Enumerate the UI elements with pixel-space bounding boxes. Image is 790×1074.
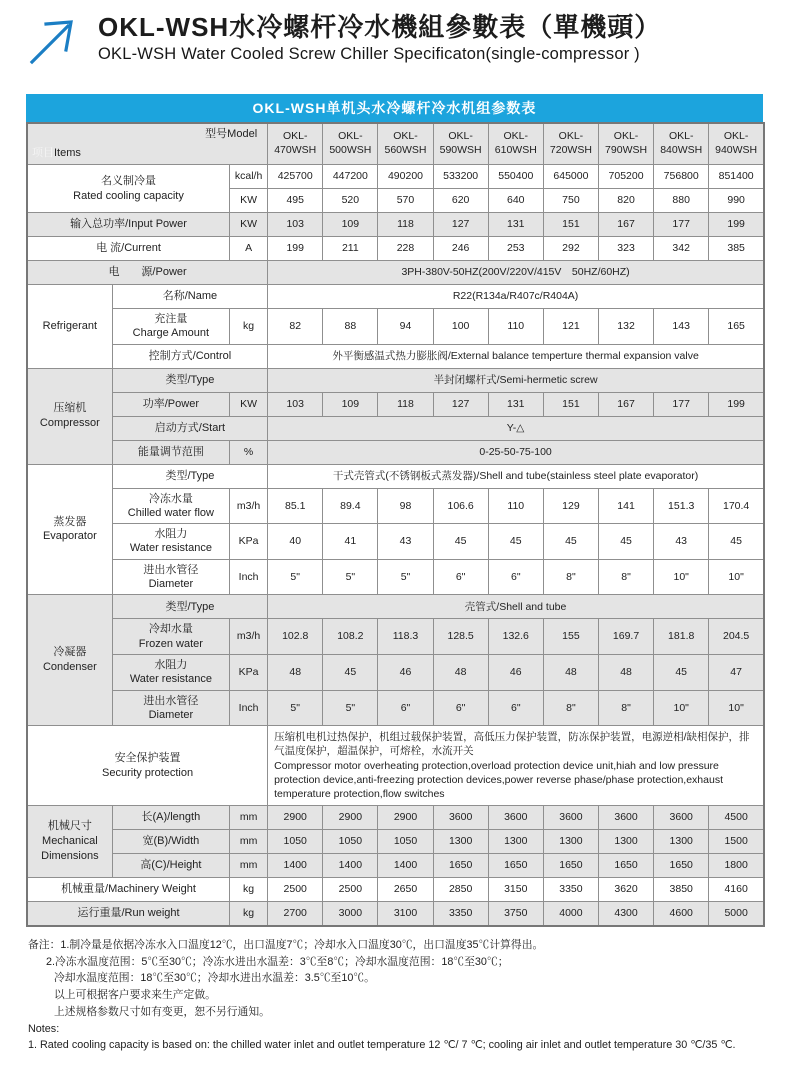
row-label: 输入总功率/Input Power (27, 213, 230, 237)
value-cell: 45 (654, 654, 709, 690)
row-label: 启动方式/Start (112, 416, 267, 440)
notes-section (28, 937, 790, 1054)
spec-table (26, 122, 765, 927)
value-cell: 211 (323, 237, 378, 261)
value-cell: 3150 (488, 878, 543, 902)
merged-value-cell: 0-25-50-75-100 (268, 440, 764, 464)
value-cell: 851400 (709, 165, 764, 189)
corner-header-cell (27, 123, 268, 165)
value-cell: 3600 (543, 806, 598, 830)
value-cell: 385 (709, 237, 764, 261)
unit-cell: KW (230, 392, 268, 416)
row-label: 类型/Type (112, 464, 267, 488)
value-cell: 98 (378, 488, 433, 524)
value-cell: 2650 (378, 878, 433, 902)
table-row (27, 464, 764, 488)
model-header-cell: OKL- 560WSH (378, 123, 433, 165)
table-row (27, 559, 764, 595)
value-cell: 750 (543, 189, 598, 213)
value-cell: 128.5 (433, 619, 488, 655)
row-label: 能量调节范围 (112, 440, 229, 464)
note-line: 上述规格参数尺寸如有变更，恕不另行通知。 (54, 1005, 270, 1018)
value-cell: 3000 (323, 902, 378, 927)
table-row (27, 368, 764, 392)
merged-value-cell: 3PH-380V-50HZ(200V/220V/415V 50HZ/60HZ) (268, 261, 764, 285)
row-label: 进出水管径 Diameter (112, 559, 229, 595)
value-cell: 495 (268, 189, 323, 213)
value-cell: 118 (378, 392, 433, 416)
value-cell: 1400 (378, 854, 433, 878)
value-cell: 41 (323, 524, 378, 560)
value-cell: 570 (378, 189, 433, 213)
value-cell: 127 (433, 392, 488, 416)
value-cell: 151.3 (654, 488, 709, 524)
value-cell: 10" (654, 690, 709, 726)
value-cell: 2900 (378, 806, 433, 830)
row-label: 安全保护装置 Security protection (27, 726, 268, 806)
value-cell: 2850 (433, 878, 488, 902)
value-cell: 1800 (709, 854, 764, 878)
value-cell: 43 (378, 524, 433, 560)
table-row (27, 309, 764, 345)
value-cell: 151 (543, 392, 598, 416)
value-cell: 177 (654, 213, 709, 237)
value-cell: 121 (543, 309, 598, 345)
row-label: 水阻力 Water resistance (112, 524, 229, 560)
value-cell: 110 (488, 309, 543, 345)
page-title-zh: OKL-WSH水冷螺杆冷水機組參數表（單機頭） (98, 12, 662, 42)
row-label: 冷却水量 Frozen water (112, 619, 229, 655)
value-cell: 102.8 (268, 619, 323, 655)
value-cell: 620 (433, 189, 488, 213)
value-cell: 82 (268, 309, 323, 345)
value-cell: 1300 (433, 830, 488, 854)
unit-cell: mm (230, 806, 268, 830)
value-cell: 46 (488, 654, 543, 690)
value-cell: 127 (433, 213, 488, 237)
value-cell: 3750 (488, 902, 543, 927)
value-cell: 645000 (543, 165, 598, 189)
value-cell: 1300 (654, 830, 709, 854)
row-label: 长(A)/length (112, 806, 229, 830)
value-cell: 880 (654, 189, 709, 213)
value-cell: 3600 (598, 806, 653, 830)
merged-value-cell: 压缩机电机过热保护，机组过载保护装置，高低压力保护装置，防冻保护装置，电源逆相/缺相保护，排气温度保护，超温保护，可熔栓，水流开关 Compressor motor overheating protection,overload protection device unit,hiah and low pressure protection device,anti-freezing protection devices,power reverse phase/phase protection,exhaust temperature protection,flow switches (268, 726, 764, 806)
merged-value-cell: Y-△ (268, 416, 764, 440)
value-cell: 1300 (543, 830, 598, 854)
value-cell: 141 (598, 488, 653, 524)
value-cell: 1400 (323, 854, 378, 878)
value-cell: 118 (378, 213, 433, 237)
value-cell: 5" (378, 559, 433, 595)
row-label: 功率/Power (112, 392, 229, 416)
unit-cell: m3/h (230, 488, 268, 524)
value-cell: 151 (543, 213, 598, 237)
note-line: Notes: (28, 1022, 60, 1035)
value-cell: 323 (598, 237, 653, 261)
value-cell: 129 (543, 488, 598, 524)
value-cell: 8" (598, 559, 653, 595)
table-row (27, 261, 764, 285)
unit-cell: A (230, 237, 268, 261)
value-cell: 1650 (598, 854, 653, 878)
value-cell: 8" (543, 690, 598, 726)
value-cell: 1400 (268, 854, 323, 878)
value-cell: 167 (598, 392, 653, 416)
value-cell: 3600 (654, 806, 709, 830)
table-banner-title: OKL-WSH单机头水冷螺杆冷水机组参数表 (26, 94, 763, 122)
unit-cell: Inch (230, 690, 268, 726)
value-cell: 43 (654, 524, 709, 560)
value-cell: 199 (709, 213, 764, 237)
row-label: 机械重量/Machinery Weight (27, 878, 230, 902)
value-cell: 48 (268, 654, 323, 690)
merged-value-cell: R22(R134a/R407c/R404A) (268, 285, 764, 309)
value-cell: 155 (543, 619, 598, 655)
row-label: 电 流/Current (27, 237, 230, 261)
value-cell: 3100 (378, 902, 433, 927)
value-cell: 108.2 (323, 619, 378, 655)
value-cell: 3600 (488, 806, 543, 830)
unit-cell: m3/h (230, 619, 268, 655)
model-header-cell: OKL- 720WSH (543, 123, 598, 165)
value-cell: 165 (709, 309, 764, 345)
value-cell: 756800 (654, 165, 709, 189)
value-cell: 85.1 (268, 488, 323, 524)
value-cell: 5" (323, 690, 378, 726)
group-label: 蒸发器 Evaporator (27, 464, 112, 595)
table-row (27, 524, 764, 560)
value-cell: 88 (323, 309, 378, 345)
value-cell: 106.6 (433, 488, 488, 524)
title-block (98, 12, 661, 64)
value-cell: 820 (598, 189, 653, 213)
value-cell: 292 (543, 237, 598, 261)
value-cell: 2900 (323, 806, 378, 830)
value-cell: 1500 (709, 830, 764, 854)
value-cell: 45 (598, 524, 653, 560)
value-cell: 705200 (598, 165, 653, 189)
value-cell: 8" (598, 690, 653, 726)
value-cell: 169.7 (598, 619, 653, 655)
table-row (27, 878, 764, 902)
row-label: 冷冻水量 Chilled water flow (112, 488, 229, 524)
model-header-cell: OKL- 790WSH (598, 123, 653, 165)
value-cell: 990 (709, 189, 764, 213)
value-cell: 246 (433, 237, 488, 261)
model-header-cell: OKL- 610WSH (488, 123, 543, 165)
value-cell: 3850 (654, 878, 709, 902)
table-row (27, 830, 764, 854)
note-line: 备注：1.制冷量是依据冷冻水入口温度12℃，出口温度7℃；冷却水入口温度30℃，出口温度35℃计算得出。 (28, 939, 544, 952)
unit-cell: % (230, 440, 268, 464)
table-row (27, 416, 764, 440)
table-row (27, 726, 764, 806)
row-label: 水阻力 Water resistance (112, 654, 229, 690)
unit-cell: KPa (230, 524, 268, 560)
value-cell: 100 (433, 309, 488, 345)
value-cell: 5" (268, 690, 323, 726)
items-header-label (32, 147, 81, 160)
table-row (27, 165, 764, 189)
table-row (27, 690, 764, 726)
value-cell: 45 (433, 524, 488, 560)
merged-value-cell: 壳管式/Shell and tube (268, 595, 764, 619)
value-cell: 2500 (323, 878, 378, 902)
value-cell: 228 (378, 237, 433, 261)
value-cell: 1300 (598, 830, 653, 854)
value-cell: 1650 (654, 854, 709, 878)
group-label: 冷凝器 Condenser (27, 595, 112, 726)
table-row (27, 237, 764, 261)
row-label: 宽(B)/Width (112, 830, 229, 854)
value-cell: 253 (488, 237, 543, 261)
value-cell: 1050 (378, 830, 433, 854)
value-cell: 89.4 (323, 488, 378, 524)
value-cell: 48 (543, 654, 598, 690)
value-cell: 520 (323, 189, 378, 213)
value-cell: 131 (488, 213, 543, 237)
table-row (27, 854, 764, 878)
value-cell: 3620 (598, 878, 653, 902)
value-cell: 10" (709, 559, 764, 595)
row-label: 名称/Name (112, 285, 267, 309)
value-cell: 199 (268, 237, 323, 261)
value-cell: 46 (378, 654, 433, 690)
model-header-cell: OKL- 500WSH (323, 123, 378, 165)
value-cell: 2500 (268, 878, 323, 902)
value-cell: 48 (598, 654, 653, 690)
model-header-cell: OKL- 840WSH (654, 123, 709, 165)
model-header-row (27, 123, 764, 165)
value-cell: 6" (488, 559, 543, 595)
row-label: 进出水管径 Diameter (112, 690, 229, 726)
value-cell: 425700 (268, 165, 323, 189)
value-cell: 6" (433, 690, 488, 726)
value-cell: 204.5 (709, 619, 764, 655)
value-cell: 342 (654, 237, 709, 261)
unit-cell: KW (230, 189, 268, 213)
row-label: 名义制冷量 Rated cooling capacity (27, 165, 230, 213)
value-cell: 3600 (433, 806, 488, 830)
value-cell: 199 (709, 392, 764, 416)
unit-cell: kg (230, 878, 268, 902)
value-cell: 2900 (268, 806, 323, 830)
value-cell: 5000 (709, 902, 764, 927)
items-label-zh: 项目 (32, 146, 54, 159)
value-cell: 118.3 (378, 619, 433, 655)
table-row (27, 806, 764, 830)
table-row (27, 344, 764, 368)
document-header (24, 12, 790, 68)
table-row (27, 654, 764, 690)
value-cell: 109 (323, 392, 378, 416)
row-label: 类型/Type (112, 368, 267, 392)
table-row (27, 619, 764, 655)
value-cell: 181.8 (654, 619, 709, 655)
unit-cell: kcal/h (230, 165, 268, 189)
arrow-up-right-icon (24, 12, 88, 68)
value-cell: 143 (654, 309, 709, 345)
value-cell: 110 (488, 488, 543, 524)
unit-cell: KW (230, 213, 268, 237)
value-cell: 103 (268, 392, 323, 416)
note-line: 1. Rated cooling capacity is based on: the chilled water inlet and outlet temperature 12 ℃/ 7 ℃; cooling air inlet and outlet temperature 30 ℃/35 ℃. (28, 1039, 736, 1052)
group-label: 压缩机 Compressor (27, 368, 112, 464)
value-cell: 45 (488, 524, 543, 560)
table-row (27, 440, 764, 464)
unit-cell: Inch (230, 559, 268, 595)
value-cell: 1300 (488, 830, 543, 854)
value-cell: 4160 (709, 878, 764, 902)
value-cell: 170.4 (709, 488, 764, 524)
value-cell: 45 (323, 654, 378, 690)
unit-cell: KPa (230, 654, 268, 690)
model-header-cell: OKL- 940WSH (709, 123, 764, 165)
value-cell: 109 (323, 213, 378, 237)
value-cell: 1050 (323, 830, 378, 854)
value-cell: 3350 (433, 902, 488, 927)
value-cell: 40 (268, 524, 323, 560)
value-cell: 447200 (323, 165, 378, 189)
value-cell: 132 (598, 309, 653, 345)
value-cell: 6" (433, 559, 488, 595)
value-cell: 103 (268, 213, 323, 237)
value-cell: 132.6 (488, 619, 543, 655)
table-row (27, 488, 764, 524)
group-label: 机械尺寸 Mechanical Dimensions (27, 806, 112, 878)
note-line: 2.冷冻水温度范围：5℃至30℃；冷冻水进出水温差：3℃至8℃；冷却水温度范围：18℃至30℃； (46, 955, 509, 968)
value-cell: 48 (433, 654, 488, 690)
value-cell: 4500 (709, 806, 764, 830)
value-cell: 5" (323, 559, 378, 595)
value-cell: 47 (709, 654, 764, 690)
row-label: 类型/Type (112, 595, 267, 619)
note-line: 冷却水温度范围：18℃至30℃；冷却水进出水温差：3.5℃至10℃。 (54, 972, 375, 985)
value-cell: 3350 (543, 878, 598, 902)
model-header-label: 型号Model (205, 128, 258, 140)
value-cell: 6" (378, 690, 433, 726)
value-cell: 45 (709, 524, 764, 560)
value-cell: 4000 (543, 902, 598, 927)
value-cell: 45 (543, 524, 598, 560)
note-line: 以上可根据客户要求来生产定做。 (54, 989, 216, 1002)
merged-value-cell: 外平衡感温式热力膨胀阀/External balance temperture thermal expansion valve (268, 344, 764, 368)
value-cell: 4600 (654, 902, 709, 927)
merged-value-cell: 干式壳管式(不锈钢板式蒸发器)/Shell and tube(stainless steel plate evaporator) (268, 464, 764, 488)
merged-value-cell: 半封闭螺杆式/Semi-hermetic screw (268, 368, 764, 392)
table-row (27, 213, 764, 237)
value-cell: 6" (488, 690, 543, 726)
unit-cell: mm (230, 830, 268, 854)
value-cell: 131 (488, 392, 543, 416)
value-cell: 550400 (488, 165, 543, 189)
value-cell: 1650 (433, 854, 488, 878)
unit-cell: kg (230, 902, 268, 927)
table-row (27, 902, 764, 927)
row-label: 高(C)/Height (112, 854, 229, 878)
model-header-cell: OKL- 470WSH (268, 123, 323, 165)
items-label-en: Items (54, 146, 81, 159)
value-cell: 177 (654, 392, 709, 416)
value-cell: 490200 (378, 165, 433, 189)
value-cell: 167 (598, 213, 653, 237)
unit-cell: kg (230, 309, 268, 345)
value-cell: 94 (378, 309, 433, 345)
row-label: 充注量 Charge Amount (112, 309, 229, 345)
table-row (27, 595, 764, 619)
value-cell: 4300 (598, 902, 653, 927)
table-row (27, 392, 764, 416)
page-title-en: OKL-WSH Water Cooled Screw Chiller Specificaton(single-compressor ) (98, 45, 640, 64)
row-label: 运行重量/Run weight (27, 902, 230, 927)
value-cell: 5" (268, 559, 323, 595)
value-cell: 10" (709, 690, 764, 726)
value-cell: 2700 (268, 902, 323, 927)
value-cell: 1650 (488, 854, 543, 878)
value-cell: 533200 (433, 165, 488, 189)
model-header-cell: OKL- 590WSH (433, 123, 488, 165)
group-label: Refrigerant (27, 285, 112, 369)
value-cell: 8" (543, 559, 598, 595)
table-row (27, 285, 764, 309)
row-label: 控制方式/Control (112, 344, 267, 368)
value-cell: 10" (654, 559, 709, 595)
row-label: 电 源/Power (27, 261, 268, 285)
value-cell: 1050 (268, 830, 323, 854)
value-cell: 640 (488, 189, 543, 213)
unit-cell: mm (230, 854, 268, 878)
value-cell: 1650 (543, 854, 598, 878)
